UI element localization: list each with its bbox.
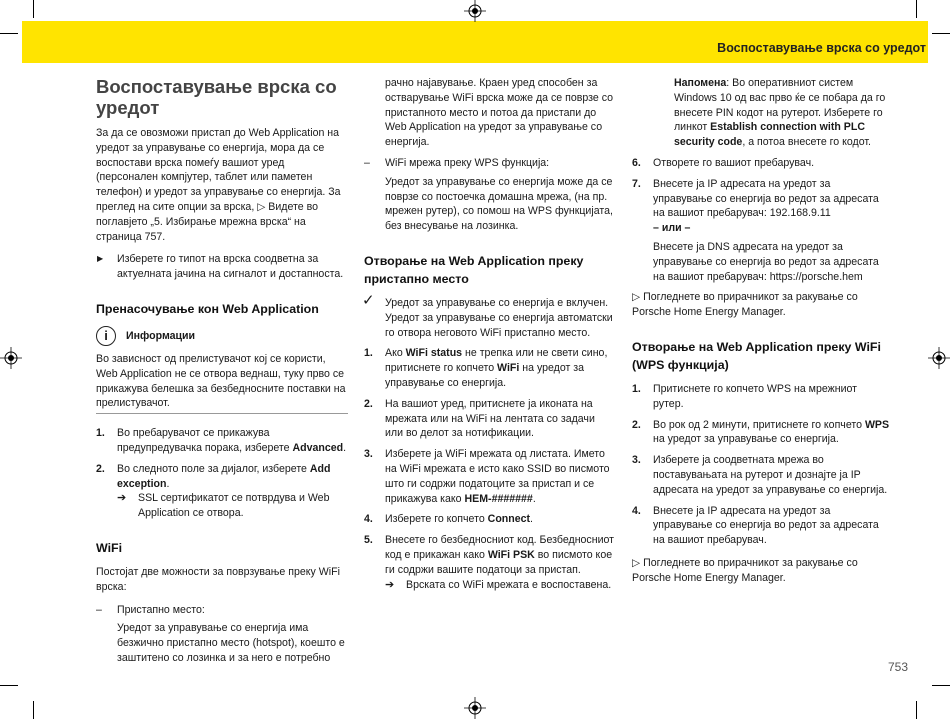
step-item: 7. Внесете ја IP адресата на уредот за управување со енергија во редот за адресата на вашиот пребарувач: 192.168.9.11 – или – Внесете ја DNS адресата на уредот за управување со енергија во редот за адресата на вашиот пребарувач: https://porsche.hem [632,177,879,283]
crop-mark [0,685,18,686]
section-heading-wps: Отворање на Web Application преку WiFi (WPS функција) [632,339,881,372]
running-header: Воспоставување врска со уредот [717,41,926,55]
step-item: 4. Внесете ја IP адресата на уредот за управување со енергија во редот за адресата на вашиот пребарувач. [632,504,879,547]
column-middle [364,76,614,598]
registration-mark-icon [464,0,486,22]
registration-mark-icon [928,347,950,369]
step-item: 1. Ако WiFi status не трепка или не свети сино, притиснете го копчето WiFi на уредот за управување со енергија. [364,347,608,389]
step-item: 2. Во следното поле за дијалог, изберете Add exception. ➔ SSL сертификатот се потврдува и Web Application се отвора. [96,462,348,521]
manual-reference: ▷ Погледнете во прирачникот за ракување со Porsche Home Energy Manager. [632,556,858,584]
dash-item: – WiFi мрежа преку WPS функција: Уредот за управување со енергија може да се поврзе со постоечка домашна мрежа, (на пр. мрежен рутер), со помош на WPS функцијата, без внесување на лозинка. [364,156,613,233]
intro-paragraph: За да се овозможи пристап до Web Application на уредот за управување со енергија, мора да се воспостави врска помеѓу вашиот уред (персонален компјутер, таблет или паметен телефон) и уредот за управување со енергија. За преглед на сите опции за врска, ▷ Видете во поглавјето „5. Избирање мрежна врска“ на страница 757. [96,127,341,243]
step-item: 6. Отворете го вашиот пребарувач. [632,156,815,169]
section-heading-wifi: WiFi [96,540,123,555]
checkmark-icon: ✓ [362,291,375,309]
result-item: ➔ Врската со WiFi мрежата е воспоставена. [385,578,612,591]
page-number: 753 [887,660,908,674]
step-item: 3. Изберете ја WiFi мрежата од листата. Името на WiFi мрежата е исто како SSID во писмото што ги содржи податоците за пристап и се прикажува како HEM-#######. [364,448,610,505]
instruction-item: ▶ Изберете го типот на врска соодветна за актуелната јачина на сигналот и достапноста. [97,253,344,281]
wifi-intro: Постојат две можности за поврзување преку WiFi врска: [96,565,340,593]
crop-mark [0,33,18,34]
step-item: 2. Во рок од 2 минути, притиснете го копчето WPS на уредот за управување со енергија. [632,418,890,446]
dash-item-continued: рачно најавување. Краен уред способен за остварување WiFi врска може да се поврзе со пристапното место и потоа да пристапи до Web Application на уредот за управување со енергија. [385,77,614,149]
info-text: Во зависност од прелистувачот кој се користи, Web Application не се отвора веднаш, туку прво се прикажува белешка за безбедносните поставки на прелистувачот. [96,352,348,414]
crop-mark [916,701,917,719]
registration-mark-icon [0,347,22,369]
info-icon: i [96,326,116,346]
column-left [96,76,348,672]
arrow-right-icon: ➔ [117,492,127,505]
section-heading-redirect: Пренасочување кон Web Application [96,301,319,316]
step-item: 4. Изберете го копчето Connect. [364,513,533,526]
precondition-item: ✓ Уредот за управување со енергија е вклучен. Уредот за управување со енергија автоматски го отвора неговото WiFi пристапно место. [362,291,613,339]
step-item: 2. На вашиот уред, притиснете ја иконата на мрежата или на WiFi на лентата со задачи или во делот за нотификации. [364,397,595,440]
crop-mark [932,33,950,34]
info-box-header: i Информации [96,326,348,346]
step-item: 5. Внесете го безбедносниот код. Безбедносниот код е прикажан како WiFi PSK во писмото кое ги содржи вашите податоци за пристап. ➔ Врската со WiFi мрежата е воспоставена. [364,534,615,591]
crop-mark [932,685,950,686]
manual-reference: ▷ Погледнете во прирачникот за ракување со Porsche Home Energy Manager. [632,291,858,319]
registration-mark-icon [464,697,486,719]
step-item: 1. Во пребарувачот се прикажува предупредувачка порака, изберете Advanced. [96,427,347,454]
dash-item: – Пристапно место: Уредот за управување со енергија има безжично пристапно место (hotspot), коешто е заштитено со лозинка и за него е потребно [96,603,345,664]
triangle-bullet-icon: ▶ [97,254,104,264]
note-item: Напомена: Во оперативниот систем Windows 10 од вас прво ќе се побара да го внесете PIN кодот на рутерот. Изберете го линкот Establish connection with PLC security code, а потоа внесете го кодот. [674,77,886,149]
step-item: 3. Изберете ја соодветната мрежа во поставувањата на рутерот и дознајте ја IP адресата на уредот за управување со енергија. [632,454,888,496]
column-right [632,76,890,594]
arrow-right-icon: ➔ [385,578,395,591]
page-title: Воспоставување врска со уредот [96,76,337,118]
crop-mark [33,0,34,18]
crop-mark [916,0,917,18]
result-item: ➔ SSL сертификатот се потврдува и Web Application се отвора. [117,492,330,520]
section-heading-open-ap: Отворање на Web Application преку пристапно место [364,253,584,286]
crop-mark [33,701,34,719]
step-item: 1. Притиснете го копчето WPS на мрежниот рутер. [632,382,857,410]
